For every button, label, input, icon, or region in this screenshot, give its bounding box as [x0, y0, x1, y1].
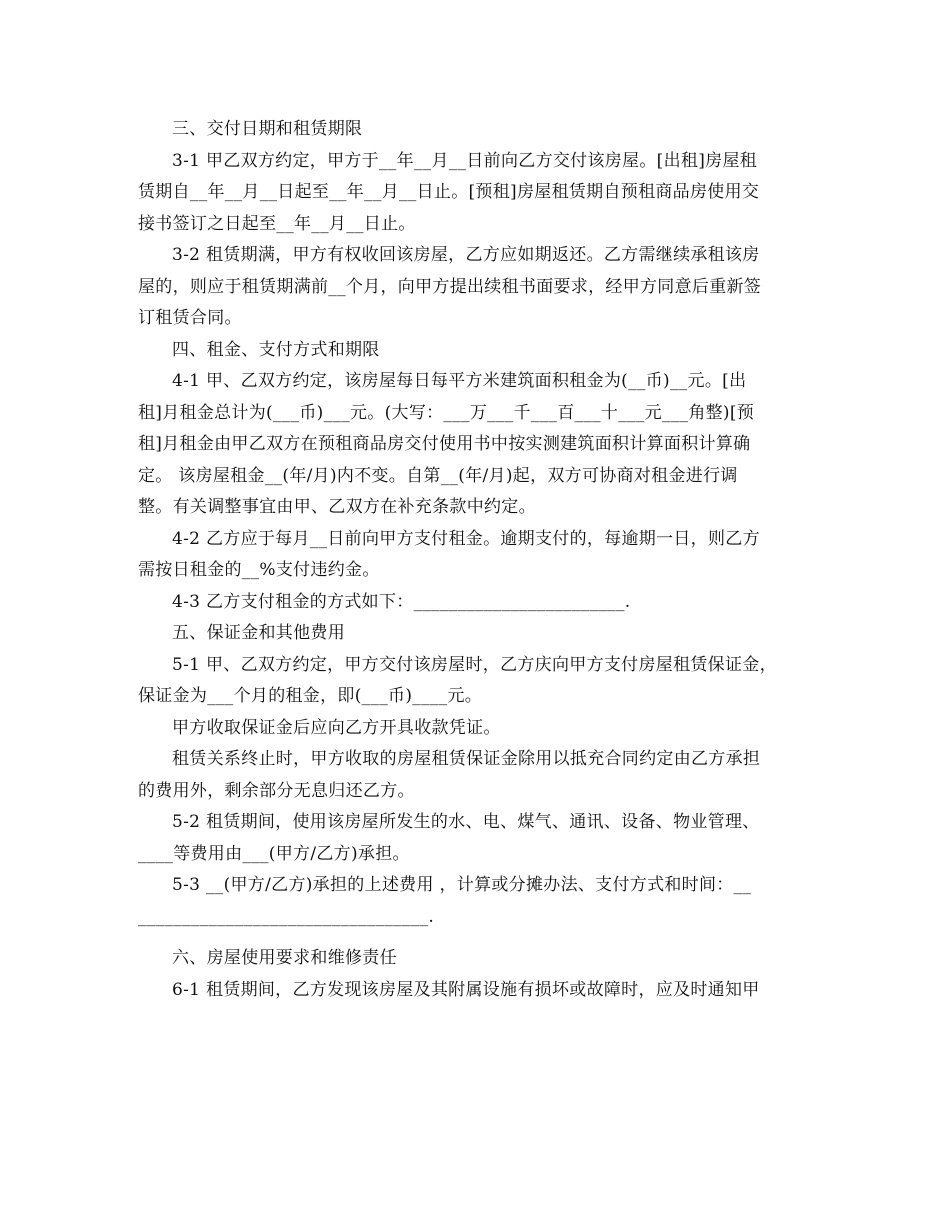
section-heading-6: 六、房屋使用要求和维修责任 — [172, 948, 397, 968]
clause-6-1-line-1: 6-1 租赁期间，乙方发现该房屋及其附属设施有损坏或故障时，应及时通知甲 — [172, 979, 760, 1000]
clause-5-2-line-2: ____等费用由___(甲方/乙方)承担。 — [138, 843, 410, 864]
clause-4-3: 4-3 乙方支付租金的方式如下：________________________. — [172, 591, 631, 612]
clause-3-2-line-3: 订租赁合同。 — [138, 308, 242, 328]
clause-5-1-termination-line-1: 租赁关系终止时，甲方收取的房屋租赁保证金除用以抵充合同约定由乙方承担 — [172, 749, 761, 769]
clause-5-1-line-2: 保证金为___个月的租金，即(___币)____元。 — [138, 686, 483, 706]
clause-5-1-receipt: 甲方收取保证金后应向乙方开具收款凭证。 — [172, 717, 501, 738]
clause-4-1-line-1: 4-1 甲、乙双方约定，该房屋每日每平方米建筑面积租金为(__币)__元。[出 — [172, 371, 747, 391]
clause-5-2-line-1: 5-2 租赁期间，使用该房屋所发生的水、电、煤气、通讯、设备、物业管理、 — [172, 812, 760, 832]
clause-4-2-line-1: 4-2 乙方应于每月__日前向甲方支付租金。逾期支付的，每逾期一日，则乙方 — [172, 528, 760, 549]
contract-text — [138, 114, 818, 1006]
clause-3-1-line-1: 3-1 甲乙双方约定，甲方于__年__月__日前向乙方交付该房屋。[出租]房屋租 — [172, 150, 758, 171]
clause-5-1-termination-line-2: 的费用外，剩余部分无息归还乙方。 — [138, 780, 415, 801]
section-heading-5: 五、保证金和其他费用 — [172, 623, 345, 643]
clause-4-1-line-4: 定。 该房屋租金__(年/月)内不变。自第__(年/月)起，双方可协商对租金进行调 — [138, 465, 738, 486]
clause-4-1-line-2: 租]月租金总计为(___币)___元。(大写：___万___千___百___十___元___角整)[预 — [138, 402, 755, 423]
paragraph-gap — [138, 933, 818, 943]
clause-4-2-line-2: 需按日租金的__%支付违约金。 — [138, 560, 380, 580]
clause-5-3-line-1: 5-3 __(甲方/乙方)承担的上述费用 ，计算或分摊办法、支付方式和时间：__ — [172, 875, 752, 895]
clause-3-2-line-2: 屋的，则应于租赁期满前__个月，向甲方提出续租书面要求，经甲方同意后重新签 — [138, 276, 762, 297]
clause-4-1-line-3: 租]月租金由甲乙双方在预租商品房交付使用书中按实测建筑面积计算面积计算确 — [138, 434, 751, 454]
clause-5-3-line-2: _________________________________. — [138, 906, 435, 927]
clause-3-2-line-1: 3-2 租赁期满，甲方有权收回该房屋，乙方应如期返还。乙方需继续承租该房 — [172, 245, 760, 265]
clause-3-1-line-2: 赁期自__年__月__日起至__年__月__日止。[预租]房屋租赁期自预租商品房使用交 — [138, 182, 760, 202]
section-heading-3: 三、交付日期和租赁期限 — [172, 119, 363, 139]
clause-4-1-line-5: 整。有关调整事宜由甲、乙双方在补充条款中约定。 — [138, 497, 536, 517]
clause-3-1-line-3: 接书签订之日起至__年__月__日止。 — [138, 213, 416, 234]
section-heading-4: 四、租金、支付方式和期限 — [172, 339, 380, 360]
clause-5-1-line-1: 5-1 甲、乙双方约定，甲方交付该房屋时，乙方庆向甲方支付房屋租赁保证金， — [172, 654, 777, 675]
